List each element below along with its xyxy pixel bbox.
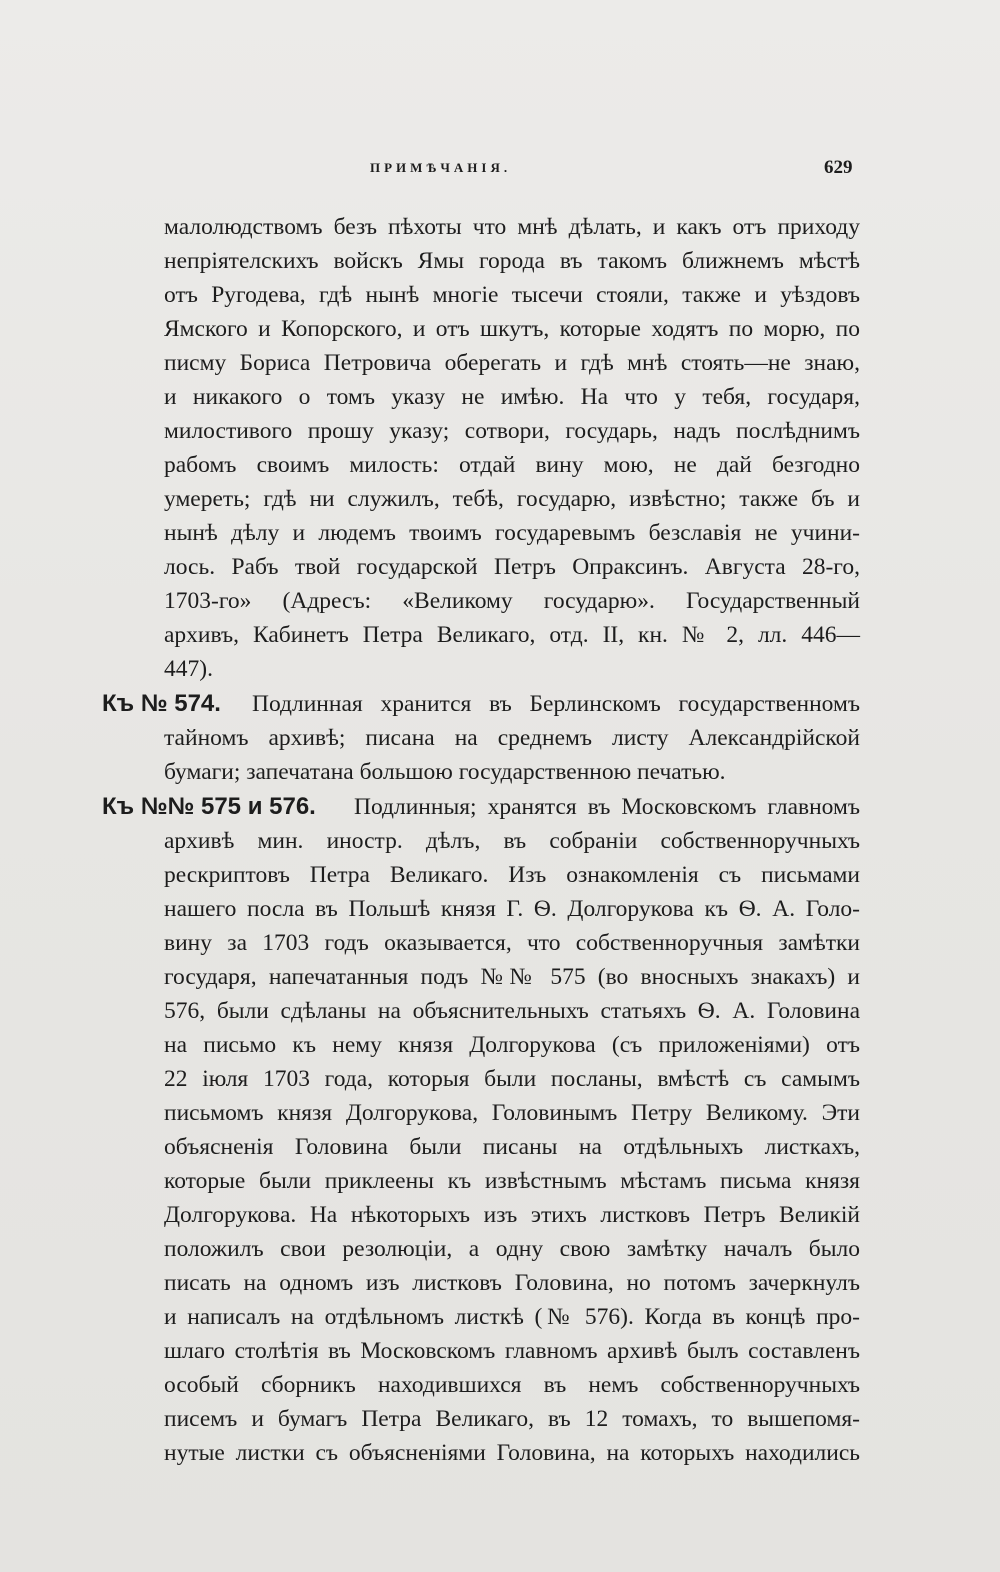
text-line: 1703-го» (Адресъ: «Великому государю». Государственный [164,588,860,614]
text-line: лось. Рабъ твой государской Петръ Опраксинъ. Августа 28-го, [164,554,860,580]
text-line: 576, были сдѣланы на объяснительныхъ статьяхъ Ѳ. А. Головина [164,998,860,1024]
text-line: на письмо къ нему князя Долгорукова (съ приложеніями) отъ [164,1032,860,1058]
text-line: вину за 1703 годъ оказывается, что собственноручныя замѣтки [164,930,860,956]
text-line: нашего посла въ Польшѣ князя Г. Ѳ. Долгорукова къ Ѳ. А. Голо- [164,896,860,922]
text-line: рескриптовъ Петра Великаго. Изъ ознакомленія съ письмами [164,862,860,888]
page-number: 629 [824,157,853,178]
text-line: объясненія Головина были писаны на отдѣльныхъ листкахъ, [164,1134,860,1160]
text-line: умереть; гдѣ ни служилъ, тебѣ, государю, извѣстно; также бъ и [164,486,860,512]
text-line: бумаги; запечатана большою государственною печатью. [164,759,726,785]
text-line: писемъ и бумагъ Петра Великаго, въ 12 томахъ, то вышепомя- [164,1406,860,1432]
text-line: 447). [164,656,213,682]
text-line: которые были приклеены къ извѣстнымъ мѣстамъ письма князя [164,1168,860,1194]
text-line: малолюдствомъ безъ пѣхоты что мнѣ дѣлать, и какъ отъ приходу [164,214,860,240]
text-line: архивъ, Кабинетъ Петра Великаго, отд. II, кн. № 2, лл. 446— [164,622,860,648]
text-line: и написалъ на отдѣльномъ листкѣ (№ 576). Когда въ концѣ про- [164,1304,860,1330]
text-line: архивѣ мин. иностр. дѣлъ, въ собраніи собственноручныхъ [164,828,860,854]
text-line: и никакого о томъ указу не имѣю. На что у тебя, государя, [164,384,860,410]
note-575-576-label: Къ №№ 575 и 576. [102,793,316,820]
text-line: писать на одномъ изъ листковъ Головина, но потомъ зачеркнулъ [164,1270,860,1296]
text-line: шлаго столѣтія въ Московскомъ главномъ архивѣ былъ составленъ [164,1338,860,1364]
text-line: тайномъ архивѣ; писана на среднемъ листу Александрійской [164,725,860,751]
text-line: положилъ свои резолюціи, а одну свою замѣтку началъ было [164,1236,860,1262]
text-line: писму Бориса Петровича оберегать и гдѣ мнѣ стоять—не знаю, [164,350,860,376]
text-line: отъ Ругодева, гдѣ нынѣ многіе тысечи стояли, также и уѣздовъ [164,282,860,308]
text-line: Долгорукова. На нѣкоторыхъ изъ этихъ листковъ Петръ Великій [164,1202,860,1228]
running-head: ПРИМѢЧАНІЯ. [370,160,512,175]
text-line: непріятелскихъ войскъ Ямы города въ такомъ ближнемъ мѣстѣ [164,248,860,274]
text-line: Подлинныя; хранятся въ Московскомъ главномъ [354,794,860,820]
text-line: рабомъ своимъ милость: отдай вину мою, не дай безгодно [164,452,860,478]
text-line: Ямского и Копорского, и отъ шкутъ, которые ходятъ по морю, по [164,316,860,342]
text-line: государя, напечатанныя подъ №№ 575 (во вносныхъ знакахъ) и [164,964,860,990]
text-line: особый сборникъ находившихся въ немъ собственноручныхъ [164,1372,860,1398]
text-line: Подлинная хранится въ Берлинскомъ государственномъ [252,691,860,717]
text-line: нынѣ дѣлу и людемъ твоимъ государевымъ безславія не учини- [164,520,860,546]
text-line: 22 іюля 1703 года, которыя были посланы, вмѣстѣ съ самымъ [164,1066,860,1092]
text-line: нутые листки съ объясненіями Головина, на которыхъ находились [164,1440,860,1466]
text-line: письмомъ князя Долгорукова, Головинымъ Петру Великому. Эти [164,1100,860,1126]
note-574-label: Къ № 574. [102,690,221,717]
text-line: милостивого прошу указу; сотвори, государь, надъ послѣднимъ [164,418,860,444]
